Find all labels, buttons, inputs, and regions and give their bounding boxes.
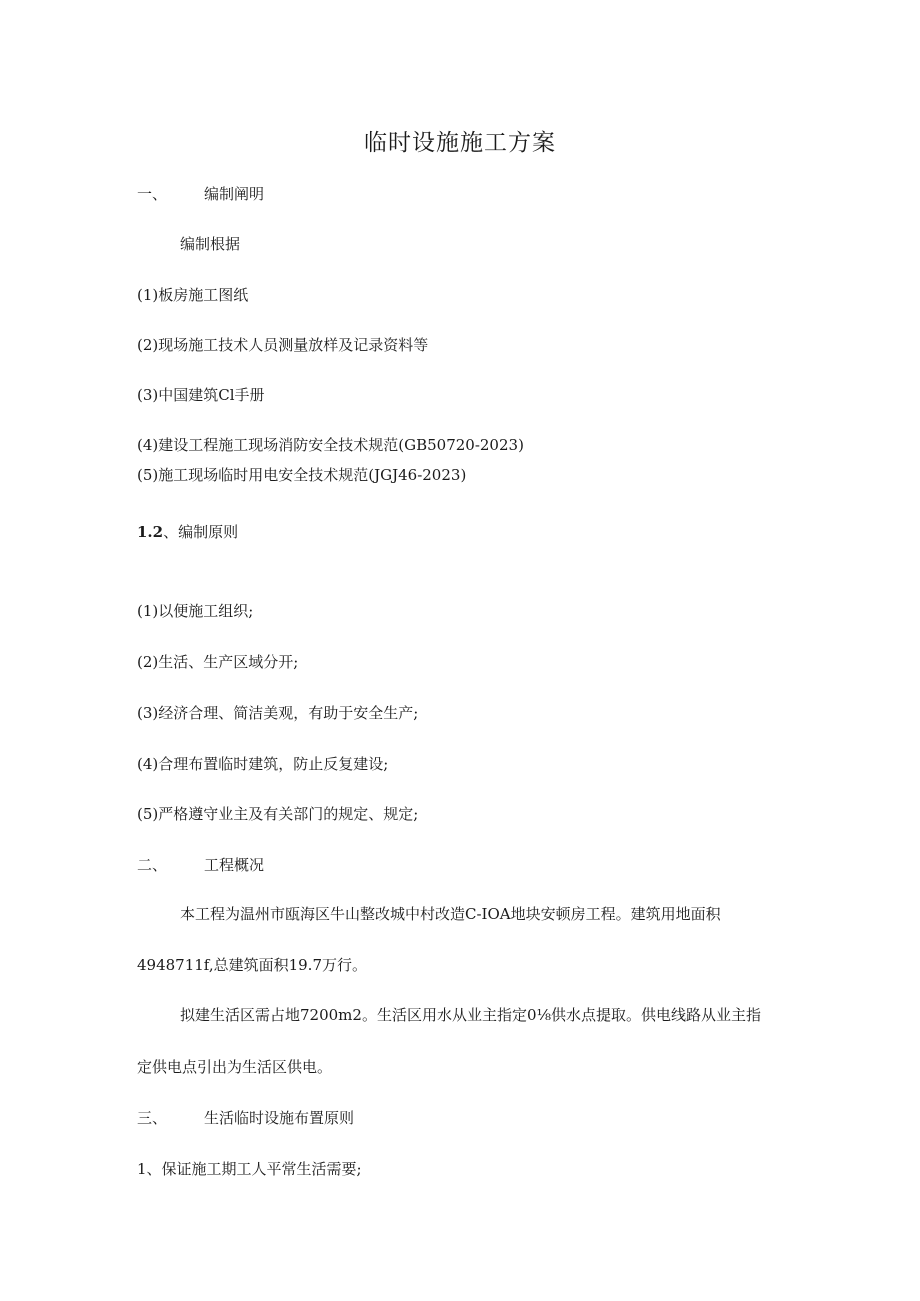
principle-item-1: (1)以便施工组织; <box>137 602 254 620</box>
layout-principle-item-1: 1、保证施工期工人平常生活需要; <box>137 1160 362 1178</box>
document-title: 临时设施施工方案 <box>364 130 556 156</box>
section-2-title: 工程概况 <box>204 856 265 874</box>
overview-p2-line2: 定供电点引出为生活区供电。 <box>137 1058 333 1076</box>
overview-p1-line2: 4948711f,总建筑面积19.7万行。 <box>137 956 367 974</box>
principles-heading-number: 1.2 <box>137 523 164 541</box>
section-3-number: 三、 <box>137 1109 168 1127</box>
section-1-title: 编制阐明 <box>204 185 265 203</box>
section-1-number: 一、 <box>137 185 168 203</box>
principle-item-3: (3)经济合理、简洁美观，有助于安全生产; <box>137 704 419 722</box>
basis-item-1: (1)板房施工图纸 <box>137 286 249 304</box>
basis-item-3: (3)中国建筑Cl手册 <box>137 386 265 404</box>
basis-item-2: (2)现场施工技术人员测量放样及记录资料等 <box>137 336 429 354</box>
basis-heading: 编制根据 <box>180 235 241 253</box>
basis-item-4: (4)建设工程施工现场消防安全技术规范(GB50720-2023) <box>137 436 524 454</box>
overview-p2-line1: 拟建生活区需占地7200m2。生活区用水从业主指定0⅛供水点提取。供电线路从业主指 <box>180 1006 762 1024</box>
principle-item-2: (2)生活、生产区域分开; <box>137 653 299 671</box>
principle-item-5: (5)严格遵守业主及有关部门的规定、规定; <box>137 805 419 823</box>
basis-item-5: (5)施工现场临时用电安全技术规范(JGJ46-2023) <box>137 466 467 484</box>
principles-heading <box>137 522 238 542</box>
section-3-title: 生活临时设施布置原则 <box>204 1109 355 1127</box>
overview-p1-line1: 本工程为温州市瓯海区牛山整改城中村改造C-IOA地块安顿房工程。建筑用地面积 <box>180 905 721 923</box>
principles-heading-text: 、编制原则 <box>163 523 239 541</box>
principle-item-4: (4)合理布置临时建筑，防止反复建设; <box>137 755 389 773</box>
section-2-number: 二、 <box>137 856 168 874</box>
